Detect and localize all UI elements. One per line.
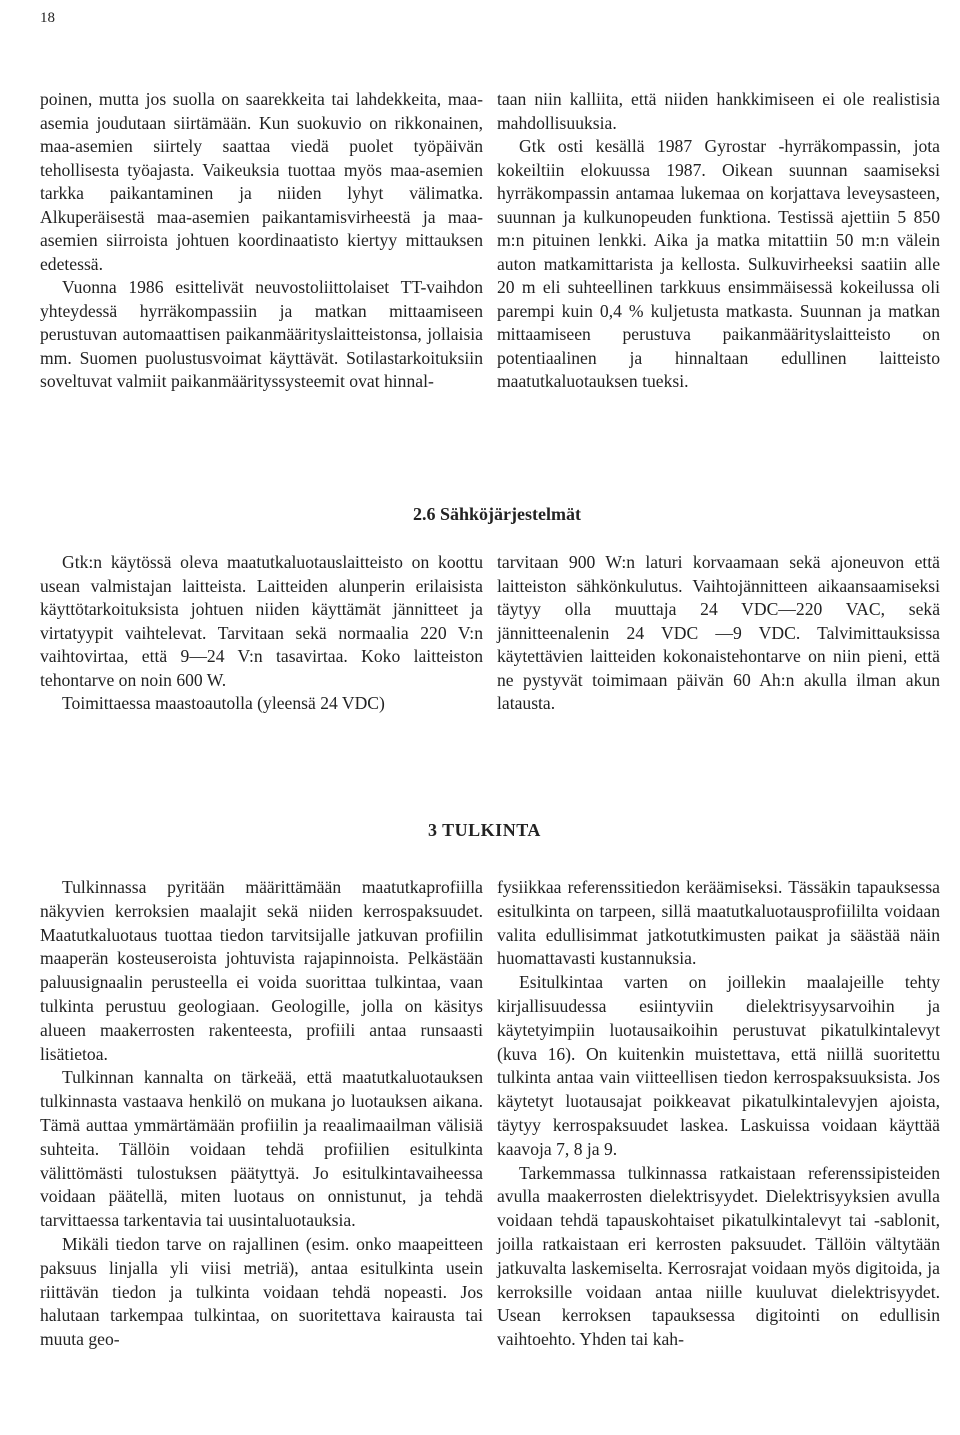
page-number: 18: [40, 10, 55, 26]
section-electrical-systems: [40, 551, 940, 716]
paragraph: Vuonna 1986 esittelivät neuvostoliittolaiset TT-vaihdon yhteydessä hyrräkompassiin ja matkan mittaamiseen perustuvan automaattisen paikanmäärityslaitteistonsa, jollaisia mm. Suomen puolustusvoimat käyttävät. Sotilastarkoituksiin soveltuvat valmiit paikanmäärityssysteemit ovat hinnal-: [40, 277, 483, 391]
right-column: [497, 876, 940, 1352]
section-positioning-text: [40, 88, 940, 394]
paragraph: Toimittaessa maastoautolla (yleensä 24 VDC): [62, 693, 385, 713]
paragraph: Tarkemmassa tulkinnassa ratkaistaan referenssipisteiden avulla maakerrosten dielektrisyydet. Dielektrisyyksien avulla voidaan tehdä tapauskohtaiset pikatulkintalevyt tai -sablonit, joilla ratkaistaan eri kerrosten paksuudet. Tällöin vältytään jatkuvalta laskemiselta. Kerrosrajat voidaan myös digitoida, ja kerroksille voidaan antaa niille kuuluvat dielektrisyydet. Usean kerroksen tapauksessa digitointi on edullisin vaihtoehto. Yhden tai kah-: [497, 1162, 940, 1350]
chapter-heading-3: 3 TULKINTA: [428, 820, 541, 840]
paragraph: fysiikkaa referenssitiedon keräämiseksi. Tässäkin tapauksessa esitulkinta on tarpeen, sillä maatutkaluotausprofiililta voidaan valita edullisimmat jatkotutkimusten paikat ja säästää näin huomattavasti kustannuksia.: [497, 877, 940, 969]
left-column: [40, 876, 483, 1352]
paragraph: Gtk:n käytössä oleva maatutkaluotauslaitteisto on koottu usean valmistajan laitteista. Laitteiden alunperin erilaisista käyttötarkoituksista johtuen niiden käyttämät jännitteet ja virtatyypit vaihtelevat. Tarvitaan sekä normaalia 220 V:n vaihtovirtaa, että 9—24 V:n tasavirtaa. Koko laitteiston tehontarve on noin 600 W.: [40, 552, 483, 690]
section-interpretation: [40, 876, 940, 1352]
paragraph: Esitulkintaa varten on joillekin maalajeille tehty kirjallisuudessa esiintyviin dielektrisyysarvoihin ja käytetyimpiin luotausaikoihin perustuvat pikatulkintalevyt (kuva 16). On kuitenkin muistettava, että niillä suoritettu tulkinta antaa vain viitteellisen tiedon kerrospaksuuksista. Jos käytetyt luotausajat poikkeavat pikatulkintalevyjen ajoista, täytyy kerrospaksuudet laskea. Laskuissa voidaan käyttää kaavoja 7, 8 ja 9.: [497, 972, 940, 1159]
paragraph: poinen, mutta jos suolla on saarekkeita tai lahdekkeita, maa-asemia joudutaan siirtämään. Kun suokuvio on rikkonainen, maa-asemien siirtely saattaa viedä puolet työpäivän tehollisesta työajasta. Vaikeuksia tuottaa myös maa-asemien tarkka paikantaminen ja niiden lyhyt välimatka. Alkuperäisestä maa-asemien paikantamisvirheestä ja maa-asemien siirroista johtuen koordinaatisto kiertyy mittauksen edetessä.: [40, 89, 483, 274]
right-column: [497, 88, 940, 394]
left-column: [40, 88, 483, 394]
paragraph: Tulkinnassa pyritään määrittämään maatutkaprofiilla näkyvien kerroksien maalajit sekä niiden kerrospaksuudet. Maatutkaluotaus tuottaa tiedon tarvitsijalle jatkuvan profiilin maaperän kosteuseroista johtuvista rajapinnoista. Pelkästään paluusignaalin perusteella ei voida suorittaa tulkintaa, vaan tulkinta perustuu geologiaan. Geologille, jolla on käsitys alueen maakerrosten rakenteesta, profiili antaa runsaasti lisätietoa.: [40, 877, 483, 1064]
paragraph: Mikäli tiedon tarve on rajallinen (esim. onko maapeitteen paksuus linjalla yli viisi metriä), antaa esitulkinta usein riittävän tiedon ja tulkinta voidaan tehdä nopeasti. Jos halutaan tarkempaa tulkintaa, on suoritettava kairausta tai muuta geo-: [40, 1233, 483, 1350]
paragraph: Tulkinnan kannalta on tärkeää, että maatutkaluotauksen tulkinnasta vastaava henkilö on mukana jo luotauksen aikana. Tämä auttaa ymmärtämään profiilin ja reaalimaailman välisiä suhteita. Tällöin voidaan tehdä profiilien esitulkinta välittömästi tulostuksen päätyttyä. Jo esitulkintavaiheessa voidaan päätellä, miten luotaus on onnistunut, ja tehdä tarvittaessa tarkentavia tai uusintaluotauksia.: [40, 1067, 483, 1231]
paragraph: taan niin kalliita, että niiden hankkimiseen ei ole realistisia mahdollisuuksia.: [497, 89, 940, 133]
section-heading-2-6: 2.6 Sähköjärjestelmät: [413, 504, 581, 524]
left-column: [40, 551, 483, 716]
right-column: [497, 551, 940, 716]
paragraph: Gtk osti kesällä 1987 Gyrostar -hyrräkompassin, jota kokeiltiin elokuussa 1987. Oikean suunnan saamiseksi hyrräkompassin antamaa lukemaa on korjattava leveysasteen, suunnan ja kulkunopeuden funktiona. Testissä ajettiin 5 850 m:n pituinen lenkki. Aika ja matka mitattiin 50 m:n välein auton matkamittarista ja kellosta. Sulkuvirheeksi saatiin alle 20 m eli suhteellinen tarkkuus ensimmäisessä kokeilussa oli parempi kuin 0,4 % kuljetusta matkasta. Suunnan ja matkan mittaamiseen perustuva paikanmäärityslaitteisto on potentiaalinen ja hinnaltaan edullinen laitteisto maatutkaluotauksen tueksi.: [497, 136, 940, 391]
paragraph: tarvitaan 900 W:n laturi korvaamaan sekä ajoneuvon että laitteiston sähkönkulutus. Vaihtojännitteen aikaansaamiseksi täytyy olla muuttaja 24 VDC—220 VAC, sekä jännitteenalenin 24 VDC —9 VDC. Talvimittauksissa käytettävien laitteiden kokonaistehontarve on niin pieni, että ne pystyvät toimimaan päivän 60 Ah:n akulla ilman akun latausta.: [497, 552, 940, 713]
